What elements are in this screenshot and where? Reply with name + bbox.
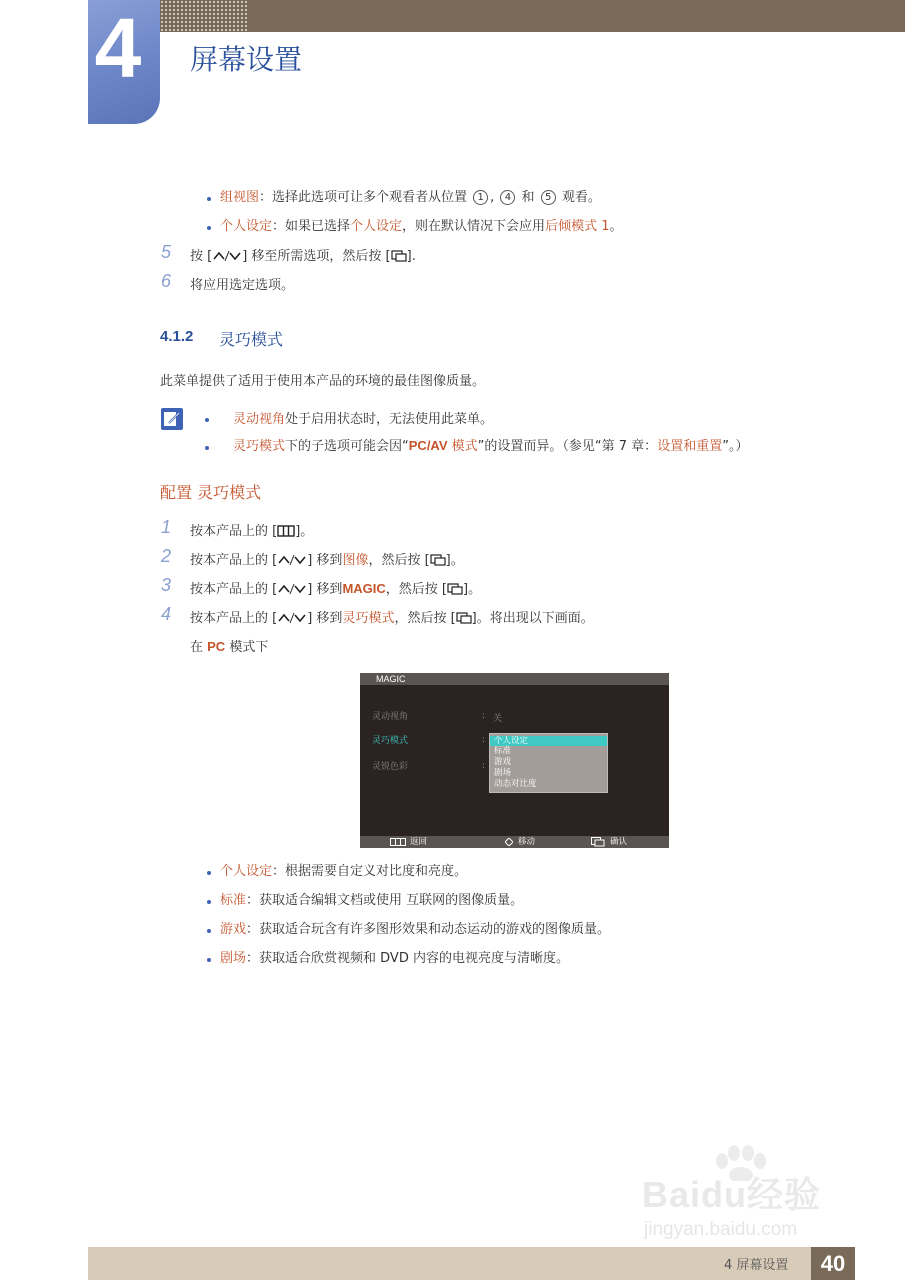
bullet-dot bbox=[207, 871, 211, 875]
osd-footer-back[interactable]: 返回 bbox=[410, 837, 428, 847]
desc-game: 游戏：获取适合玩含有许多图形效果和动态运动的游戏的图像质量。 bbox=[220, 922, 611, 937]
header-pattern bbox=[160, 0, 248, 32]
step-number: 3 bbox=[161, 575, 172, 595]
osd-title: MAGIC bbox=[376, 674, 406, 684]
enter-source-icon bbox=[430, 554, 446, 566]
osd-footer-move[interactable]: 移动 bbox=[518, 837, 536, 847]
osd-magic-mode-dropdown[interactable] bbox=[489, 733, 608, 793]
watermark-logo: Baidu经验 bbox=[642, 1174, 822, 1215]
desc-cinema: 剧场：获取适合欣赏视频和 DVD 内容的电视亮度与清晰度。 bbox=[220, 951, 569, 966]
osd-value-viewing-angle: 关 bbox=[493, 714, 503, 724]
up-down-arrows-icon bbox=[277, 583, 307, 595]
bullet-personal-setting: 个人设定：如果已选择个人设定，则在默认情况下会应用后倾模式 1。 bbox=[220, 219, 623, 234]
osd-title-bar bbox=[360, 673, 669, 685]
osd-item-magic-color[interactable]: 灵锐色彩 bbox=[372, 762, 409, 772]
baidu-watermark bbox=[640, 1145, 855, 1245]
pc-mode-label: 在 PC 模式下 bbox=[190, 639, 269, 655]
bullet-dot bbox=[207, 197, 211, 201]
osd-option-custom[interactable]: 个人设定 bbox=[490, 736, 607, 746]
step-number: 6 bbox=[161, 271, 172, 291]
bullet-group-view: 组视图：选择此选项可让多个观看者从位置 1 , 4 和 5 观看。 bbox=[220, 190, 601, 205]
up-down-arrows-icon bbox=[212, 250, 242, 262]
enter-source-icon bbox=[391, 250, 407, 262]
config-heading: 配置 灵巧模式 bbox=[160, 483, 262, 502]
footer-section-label: 4 屏幕设置 bbox=[724, 1258, 789, 1273]
section-number: 4.1.2 bbox=[160, 328, 194, 345]
menu-icon bbox=[277, 525, 295, 537]
chapter-tab bbox=[88, 0, 160, 124]
page-number: 40 bbox=[811, 1247, 855, 1280]
section-title: 灵巧模式 bbox=[219, 330, 284, 349]
note-1: 灵动视角处于启用状态时，无法使用此菜单。 bbox=[233, 412, 494, 427]
step-number: 5 bbox=[161, 242, 172, 262]
bullet-dot bbox=[205, 418, 209, 422]
up-down-arrows-icon bbox=[277, 554, 307, 566]
osd-footer-enter[interactable]: 确认 bbox=[610, 837, 628, 847]
menu-icon bbox=[390, 838, 406, 846]
osd-item-viewing-angle[interactable]: 灵动视角 bbox=[372, 712, 409, 722]
desc-standard: 标准：获取适合编辑文档或使用 互联网的图像质量。 bbox=[220, 893, 524, 908]
step-4-text: 按本产品上的 [ ] 移到灵巧模式，然后按 [ ]。将出现以下画面。 bbox=[190, 611, 594, 626]
osd-option-standard[interactable]: 标准 bbox=[494, 746, 512, 756]
step-6-text: 将应用选定选项。 bbox=[190, 278, 295, 293]
step-2-text: 按本产品上的 [ ] 移到图像，然后按 [ ]。 bbox=[190, 553, 464, 568]
enter-source-icon bbox=[456, 612, 472, 624]
osd-item-magic-mode[interactable]: 灵巧模式 bbox=[372, 736, 409, 746]
step-number: 1 bbox=[161, 517, 172, 537]
desc-custom: 个人设定：根据需要自定义对比度和亮度。 bbox=[220, 864, 468, 879]
footer-bar bbox=[88, 1247, 811, 1280]
bullet-dot bbox=[207, 900, 211, 904]
osd-footer bbox=[360, 836, 669, 848]
position-1-circled: 1 bbox=[473, 190, 488, 205]
step-3-text: 按本产品上的 [ ] 移到MAGIC，然后按 [ ]。 bbox=[190, 581, 482, 597]
section-description: 此菜单提供了适用于使用本产品的环境的最佳图像质量。 bbox=[160, 374, 486, 389]
osd-screen: MAGIC 灵动视角 : 关 灵巧模式 : 灵锐色彩 : 返回 移动 确认 bbox=[360, 673, 669, 848]
bullet-dot bbox=[205, 446, 209, 450]
bullet-dot bbox=[207, 929, 211, 933]
watermark-url: jingyan.baidu.com bbox=[644, 1219, 798, 1240]
osd-option-dynamic-contrast[interactable]: 动态对比度 bbox=[494, 779, 537, 789]
osd-option-game[interactable]: 游戏 bbox=[494, 757, 512, 767]
position-5-circled: 5 bbox=[541, 190, 556, 205]
chapter-number: 4 bbox=[94, 1, 142, 95]
step-number: 4 bbox=[161, 604, 172, 624]
step-number: 2 bbox=[161, 546, 172, 566]
up-down-move-icon bbox=[505, 838, 513, 846]
step-1-text: 按本产品上的 [ ]。 bbox=[190, 524, 314, 539]
bullet-dot bbox=[207, 958, 211, 962]
enter-source-icon bbox=[447, 583, 463, 595]
note-icon bbox=[161, 408, 183, 430]
note-2: 灵巧模式下的子选项可能会因“PC/AV 模式”的设置而异。（参见“第 7 章：设置和重置”。） bbox=[233, 438, 749, 454]
step-5-text: 按 [ ] 移至所需选项，然后按 [ ]. bbox=[190, 249, 416, 264]
position-4-circled: 4 bbox=[500, 190, 515, 205]
bullet-dot bbox=[207, 226, 211, 230]
osd-option-cinema[interactable]: 剧场 bbox=[494, 768, 512, 778]
up-down-arrows-icon bbox=[277, 612, 307, 624]
enter-source-icon bbox=[591, 837, 605, 847]
chapter-title: 屏幕设置 bbox=[190, 43, 303, 76]
header-bar bbox=[160, 0, 905, 32]
